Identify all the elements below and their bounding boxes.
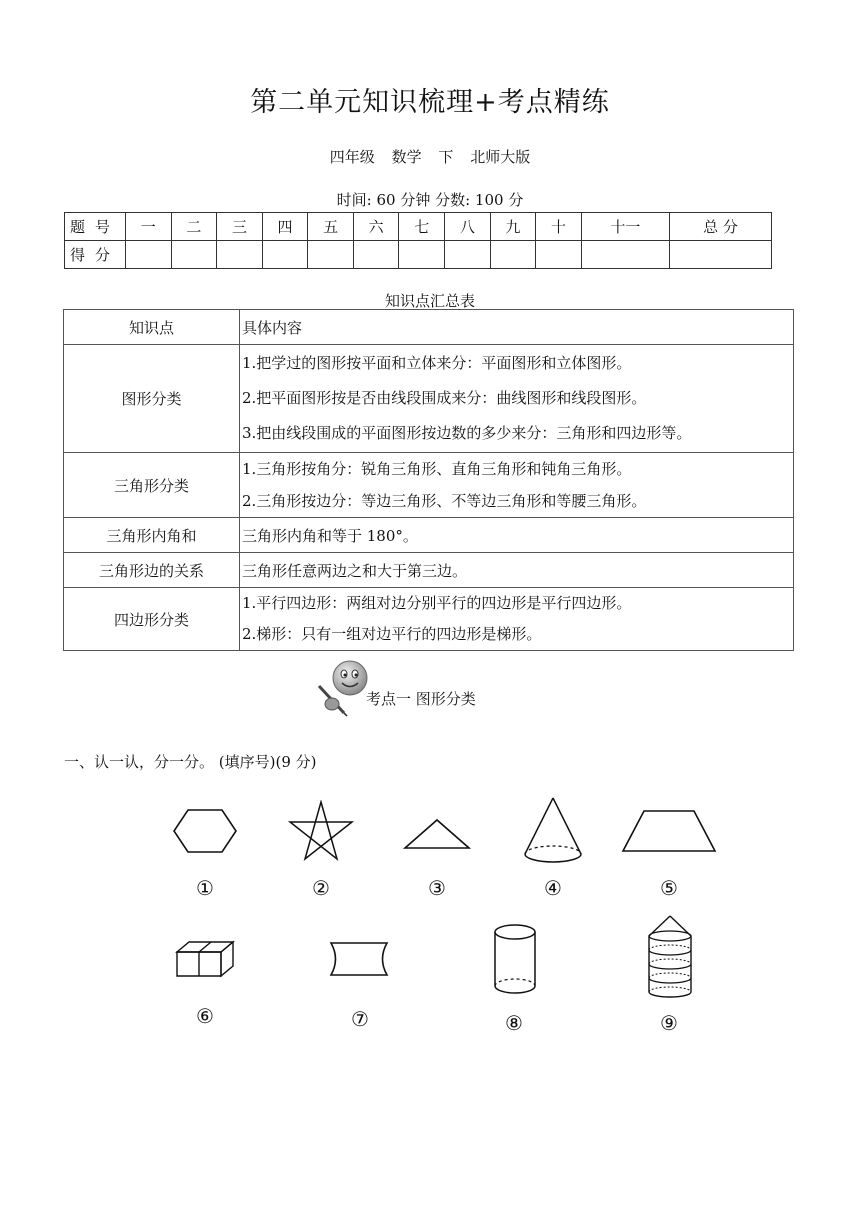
subtitle-volume: 下 [438,148,454,166]
section-label: 考点一 图形分类 [366,690,476,708]
question-prompt: 一、认一认，分一分。 (填序号)(9 分) [64,753,317,771]
subtitle [0,146,860,167]
shape-label: ⑥ [196,1004,214,1028]
summary-point: 四边形分类 [64,588,240,651]
trapezoid-shape [620,808,718,854]
summary-point: 图形分类 [64,345,240,453]
summary-content [240,588,794,651]
score-col-3: 三 [217,213,263,241]
summary-line: 三角形任意两边之和大于第三边。 [240,553,794,588]
summary-line: 3.把由线段围成的平面图形按边数的多少来分：三角形和四边形等。 [242,424,692,442]
summary-point: 三角形边的关系 [64,553,240,588]
shape-label: ⑤ [660,876,678,900]
cone-shape [520,796,586,866]
cone-on-cylinder-shape [645,914,695,1002]
summary-table [63,309,794,651]
score-cell[interactable] [262,241,308,269]
summary-line: 1.把学过的图形按平面和立体来分：平面图形和立体图形。 [242,354,632,372]
shape-label: ④ [544,876,562,900]
score-cell[interactable] [308,241,354,269]
score-col-10: 十 [536,213,582,241]
score-col-7: 七 [399,213,445,241]
summary-row [64,588,794,651]
summary-content [240,345,794,453]
subtitle-grade: 四年级 [329,148,375,166]
score-col-2: 二 [171,213,217,241]
hexagon-shape [172,808,238,854]
time-and-score-info: 时间: 60 分钟 分数: 100 分 [336,191,524,209]
score-col-5: 五 [308,213,354,241]
section-heading [316,658,556,718]
score-table [64,212,772,269]
summary-line: 2.三角形按边分：等边三角形、不等边三角形和等腰三角形。 [242,492,647,510]
summary-row [64,453,794,518]
subtitle-subject: 数学 [391,148,422,166]
score-table-header-label: 题号 [65,213,126,241]
score-cell[interactable] [126,241,172,269]
summary-table-title: 知识点汇总表 [384,292,475,310]
shape-label: ⑧ [505,1011,523,1035]
summary-header-row [64,310,794,345]
shape-label: ⑦ [351,1007,369,1031]
summary-point: 三角形内角和 [64,518,240,553]
score-col-9: 九 [490,213,536,241]
score-cell[interactable] [670,241,772,269]
shape-label: ③ [428,876,446,900]
score-table-score-row [65,241,772,269]
summary-row [64,553,794,588]
score-col-11: 十一 [581,213,669,241]
score-col-total: 总 分 [670,213,772,241]
summary-point: 三角形分类 [64,453,240,518]
score-cell[interactable] [490,241,536,269]
score-col-6: 六 [353,213,399,241]
star-shape [288,800,354,862]
triangle-shape [403,816,471,850]
summary-row [64,345,794,453]
shape-label: ① [196,876,214,900]
cuboid-shape [175,940,237,978]
score-cell[interactable] [353,241,399,269]
score-col-4: 四 [262,213,308,241]
page-title: 第二单元知识梳理+考点精练 [250,87,610,118]
score-cell[interactable] [445,241,491,269]
summary-line: 2.梯形：只有一组对边平行的四边形是梯形。 [242,625,542,643]
shape-label: ② [312,876,330,900]
smiley-mascot-icon [316,658,370,718]
summary-row [64,518,794,553]
score-table-header-row [65,213,772,241]
summary-line: 1.三角形按角分：锐角三角形、直角三角形和钝角三角形。 [242,460,632,478]
shape-label: ⑨ [660,1011,678,1035]
summary-line: 2.把平面图形按是否由线段围成来分：曲线图形和线段图形。 [242,389,647,407]
summary-content [240,453,794,518]
score-table-score-label: 得分 [65,241,126,269]
subtitle-edition: 北师大版 [470,148,531,166]
score-col-8: 八 [445,213,491,241]
summary-header-point: 知识点 [64,310,240,345]
score-cell[interactable] [171,241,217,269]
score-cell[interactable] [217,241,263,269]
summary-line: 三角形内角和等于 180°。 [240,518,794,553]
summary-line: 1.平行四边形：两组对边分别平行的四边形是平行四边形。 [242,594,632,612]
score-cell[interactable] [536,241,582,269]
cylinder-shape [492,922,538,996]
score-cell[interactable] [399,241,445,269]
score-col-1: 一 [126,213,172,241]
summary-header-content: 具体内容 [240,310,794,345]
concave-shape [328,940,390,978]
score-cell[interactable] [581,241,669,269]
